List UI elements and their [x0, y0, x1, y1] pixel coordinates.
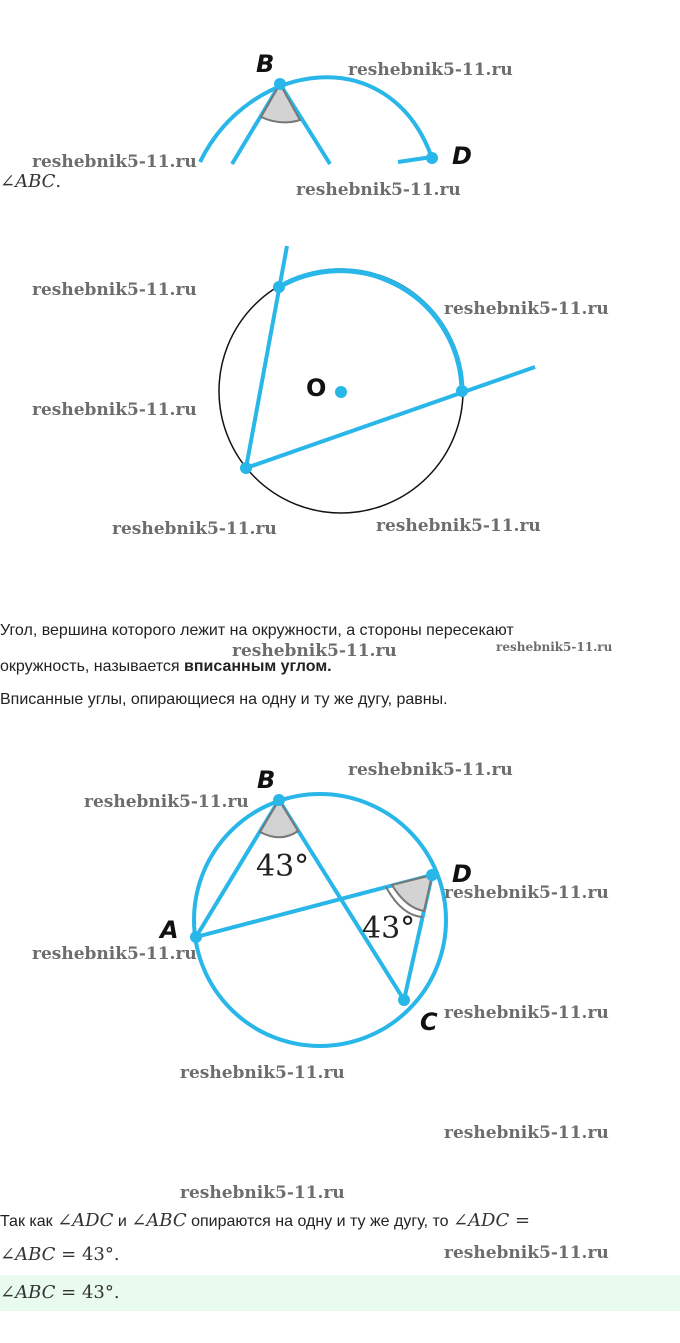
definition-line1: Угол, вершина которого лежит на окружности, а стороны пересекают: [0, 622, 514, 639]
watermark: reshebnik5-11.ru: [348, 60, 513, 80]
point-c: [398, 994, 410, 1006]
watermark: reshebnik5-11.ru: [32, 152, 197, 172]
label-b: B: [257, 766, 276, 794]
point-d: [426, 869, 438, 881]
point-d: [426, 152, 438, 164]
definition-line2: окружность, называется вписанным углом.: [0, 658, 332, 675]
side-right: [246, 367, 535, 468]
theorem: Вписанные углы, опирающиеся на одну и ту же дугу, равны.: [0, 691, 448, 708]
side-up: [246, 246, 287, 468]
figure-circle-inscribed: [0, 230, 680, 540]
watermark: reshebnik5-11.ru: [496, 640, 613, 654]
watermark: reshebnik5-11.ru: [32, 944, 197, 964]
answer-box: [0, 1275, 680, 1311]
label-a: A: [160, 916, 179, 944]
arc-bd: [200, 77, 432, 162]
label-b: B: [256, 50, 275, 78]
center-o: [335, 386, 347, 398]
point-vertex: [240, 462, 252, 474]
term-inscribed-angle: вписанным углом.: [184, 658, 332, 675]
watermark: reshebnik5-11.ru: [232, 641, 397, 661]
watermark: reshebnik5-11.ru: [180, 1063, 345, 1083]
watermark: reshebnik5-11.ru: [444, 1123, 609, 1143]
label-d: D: [452, 142, 472, 170]
watermark: reshebnik5-11.ru: [444, 883, 609, 903]
watermark: reshebnik5-11.ru: [32, 280, 197, 300]
watermark: reshebnik5-11.ru: [444, 299, 609, 319]
point-right: [456, 385, 468, 397]
answer-text: ∠ABC = 43°.: [0, 1282, 120, 1303]
label-o: O: [306, 374, 327, 402]
point-b: [273, 794, 285, 806]
watermark: reshebnik5-11.ru: [32, 400, 197, 420]
watermark: reshebnik5-11.ru: [444, 1243, 609, 1263]
angle-d-value: 43°: [362, 911, 416, 946]
angle-b-value: 43°: [256, 849, 310, 884]
solution-line1: Так как ∠ADC и ∠ABC опираются на одну и ту же дугу, то ∠ADC =: [0, 1210, 531, 1231]
figure1-caption: ∠ABC.: [0, 171, 62, 192]
watermark: reshebnik5-11.ru: [112, 519, 277, 539]
label-c: C: [420, 1008, 438, 1036]
label-d: D: [452, 860, 472, 888]
watermark: reshebnik5-11.ru: [444, 1003, 609, 1023]
angle-mark-d: [392, 875, 432, 911]
watermark: reshebnik5-11.ru: [348, 760, 513, 780]
point-top: [273, 281, 285, 293]
point-a: [190, 931, 202, 943]
watermark: reshebnik5-11.ru: [296, 180, 461, 200]
watermark: reshebnik5-11.ru: [84, 792, 249, 812]
point-b: [274, 78, 286, 90]
solution-line2: ∠ABC = 43°.: [0, 1244, 120, 1265]
watermark: reshebnik5-11.ru: [376, 516, 541, 536]
watermark: reshebnik5-11.ru: [180, 1183, 345, 1203]
highlighted-arc: [279, 271, 462, 391]
